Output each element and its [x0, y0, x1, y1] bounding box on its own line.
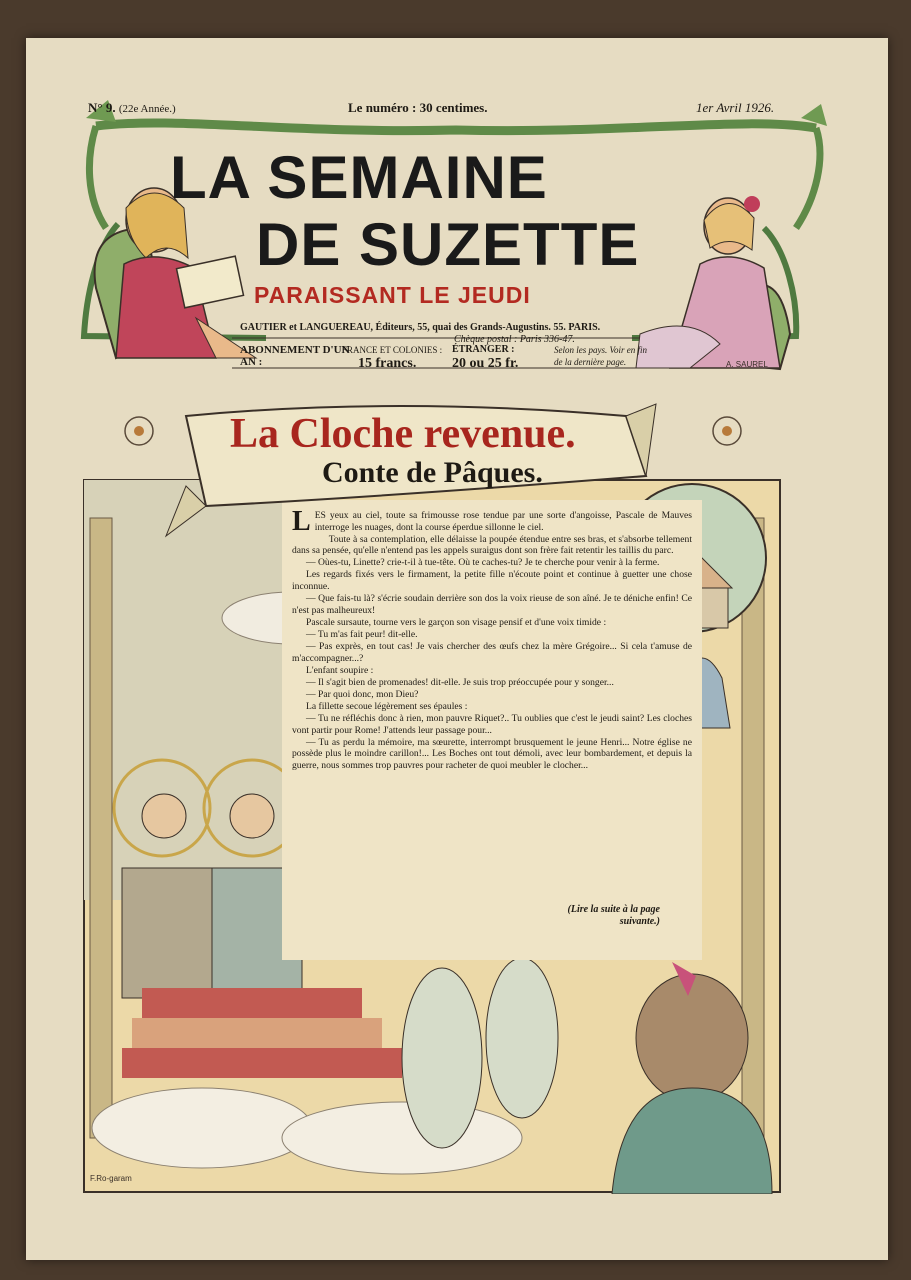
masthead-title-line1: LA SEMAINE: [170, 144, 548, 211]
masthead-title-line2: DE SUZETTE: [256, 211, 640, 278]
story-paragraph-text: — Pas exprès, en tout cas! Je vais chercher des œufs chez la mère Grégoire... Si cela t'amuse de m'accompagner...?: [292, 641, 692, 664]
continued-note: (Lire la suite à la page suivante.): [567, 904, 660, 927]
story-paragraph-text: La fillette secoue légèrement ses épaules :: [306, 701, 468, 712]
story-paragraph-text: — Tu as perdu la mémoire, ma sœurette, interrompt brusquement le jeune Henri... Notre église ne possède plus le moindre carillon!... Les Boches ont tout démoli, avec leur bombardement, et depuis la guerre, nous sommes trop pauvres pour racheter de quoi meubler le clocher...: [292, 736, 692, 771]
story-paragraph-text: — Par quoi donc, mon Dieu?: [306, 688, 419, 700]
story-paragraph: [292, 713, 692, 736]
france-label: FRANCE ET COLONIES :: [342, 345, 443, 355]
story-paragraph-text: ES yeux au ciel, toute sa frimousse rose tendue par une sorte d'angoisse, Pascale de Mauves interroge les nuages, dont la course éperdue sillonne le ciel.: [314, 510, 692, 533]
story-paragraph-text: — Tu m'as fait peur! dit-elle.: [306, 628, 418, 640]
story-paragraph: [292, 737, 692, 772]
foreign-price: 20 ou 25 fr.: [452, 356, 519, 371]
story-paragraph-text: Toute à sa contemplation, elle délaisse la poupée étendue entre ses bras, et s'absorbe tellement dans sa pensée, qu'elle n'entend pas les appels suraigus dont son frère fait retentir les taillis du parc.: [292, 533, 692, 557]
story-paragraph: [292, 506, 692, 537]
subscription-label: ABONNEMENT D'UN AN :: [240, 344, 350, 368]
story-paragraph: [292, 593, 692, 616]
issue-number: N° 9. (22e Année.): [88, 100, 176, 115]
rosette-right-icon: [710, 414, 744, 448]
girl-knitting-illustration: [630, 184, 800, 374]
story-paragraph: [292, 665, 692, 677]
story-paragraph: [292, 641, 692, 664]
story-paragraph-text: — Que fais-tu là? s'écrie soudain derrière son dos la voix rieuse de son aîné. Je te déniche enfin! Ce n'est pas malheureux!: [292, 593, 692, 616]
story-paragraph: [292, 629, 692, 641]
illustration-signature: F.Ro-garam: [90, 1174, 132, 1183]
story-paragraph-text: — Tu ne réfléchis donc à rien, mon pauvre Riquet?.. Tu oublies que c'est le jeudi saint? Les cloches vont partir pour Rome! J'attends leur passage pour...: [292, 713, 692, 736]
masthead-subtitle: PARAISSANT LE JEUDI: [254, 282, 531, 308]
story-paragraph: [292, 677, 692, 689]
issue-year: (22e Année.): [118, 103, 176, 115]
story-paragraph: [292, 701, 692, 713]
story-paragraph: [292, 617, 692, 629]
story-paragraph: [292, 689, 692, 701]
story-title: La Cloche revenue.: [230, 411, 576, 457]
postal-cheque: Chèque postal : Paris 336-47.: [454, 334, 575, 345]
story-body: [292, 506, 692, 772]
magazine-page: [26, 38, 888, 1260]
story-subtitle: Conte de Pâques.: [322, 456, 543, 489]
story-paragraph-text: — Oùes-tu, Linette? crie-t-il à tue-tête. Où te caches-tu? Je te cherche pour venir à la ferme.: [306, 557, 660, 569]
story-paragraph-text: — Il s'agit bien de promenades! dit-elle. Je suis trop préoccupée pour y songer...: [306, 676, 614, 688]
story-paragraph-text: L'enfant soupire :: [306, 664, 374, 676]
story-paragraph: [292, 569, 692, 592]
story-paragraph: [292, 557, 692, 569]
story-paragraph: [292, 534, 692, 557]
masthead-artist-signature: A. SAUREL: [726, 360, 768, 369]
story-paragraph-text: Pascale sursaute, tourne vers le garçon son visage pensif et d'une voix timide :: [306, 616, 607, 628]
france-price: 15 francs.: [358, 356, 417, 371]
publisher-line: GAUTIER et LANGUEREAU, Éditeurs, 55, quai des Grands-Augustins. 55. PARIS.: [240, 322, 601, 333]
issue-date: 1er Avril 1926.: [696, 100, 775, 115]
countries-note: Selon les pays. Voir en fin de la dernière page.: [554, 345, 647, 367]
drop-cap: L: [292, 506, 311, 537]
story-paragraph-text: Les regards fixés vers le firmament, la petite fille n'écoute point et continue à guetter une chose inconnue.: [292, 569, 692, 593]
issue-price: Le numéro : 30 centimes.: [348, 100, 488, 115]
foreign-label: ÉTRANGER :: [452, 344, 515, 355]
